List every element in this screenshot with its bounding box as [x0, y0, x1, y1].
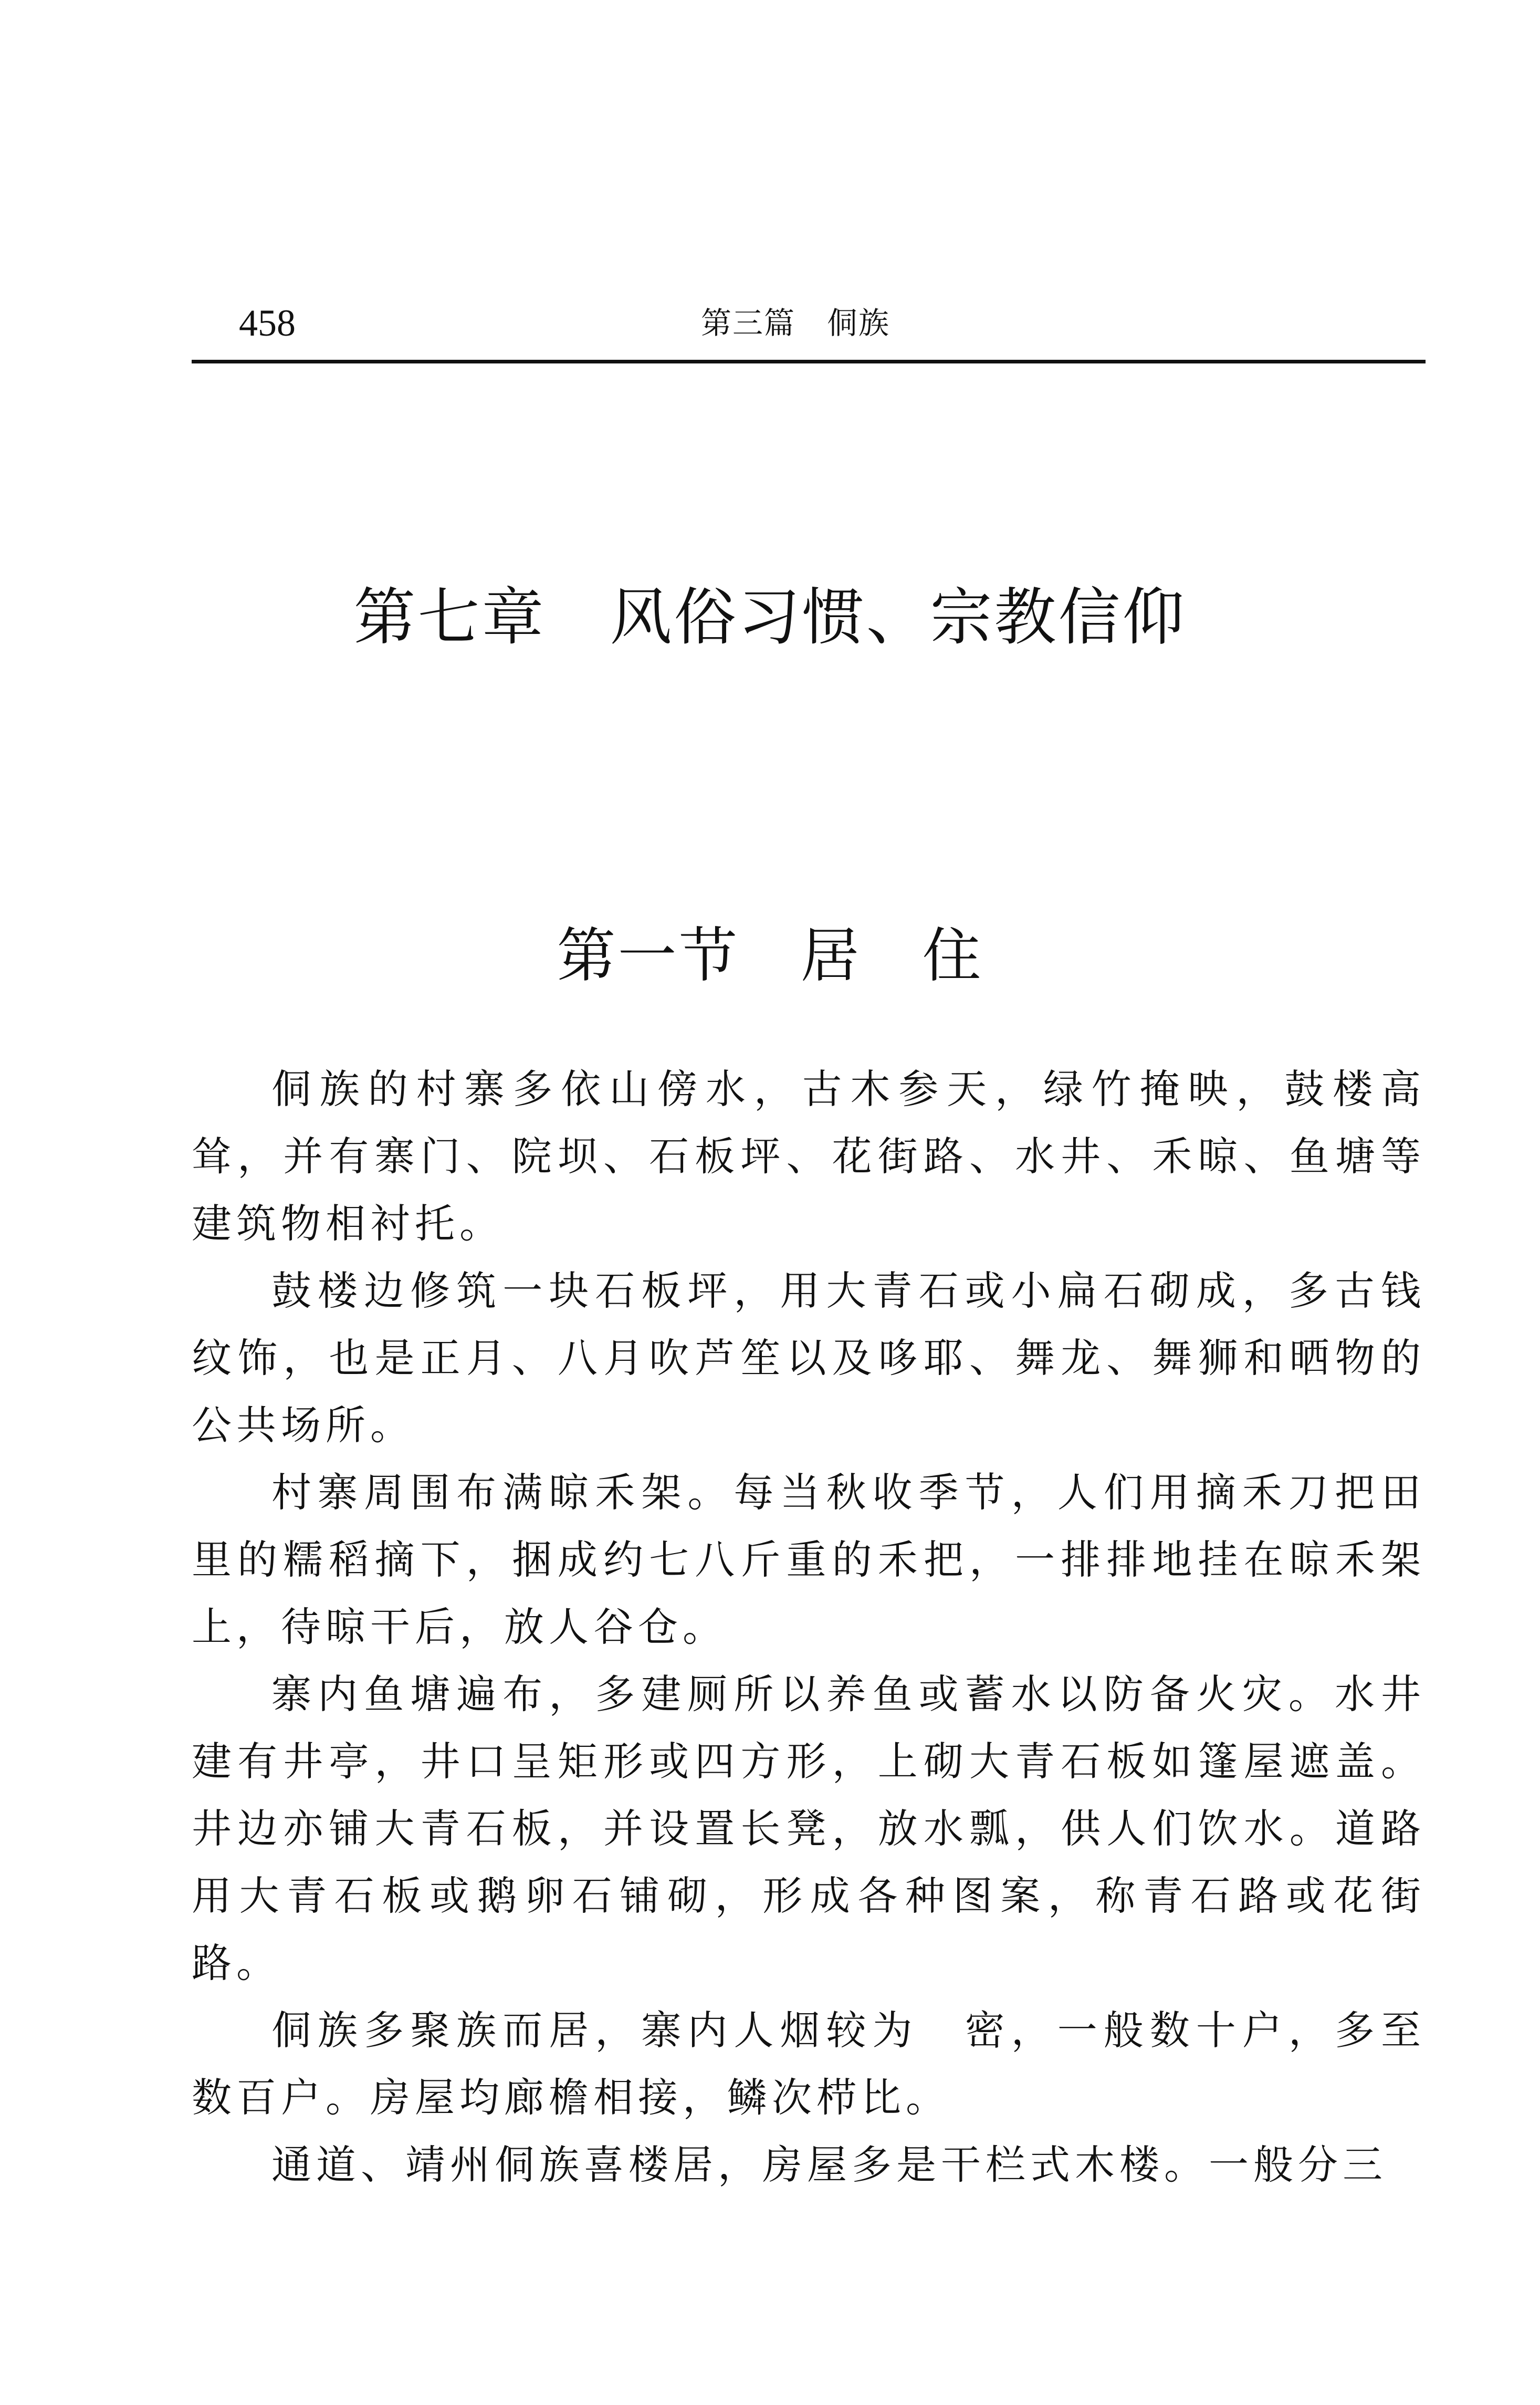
paragraph-stone-square: 鼓楼边修筑一块石板坪，用大青石或小扁石砌成，多古钱纹饰，也是正月、八月吹芦笙以及哆耶、舞龙、舞狮和晒物的公共场所。 [192, 1267, 1426, 1449]
paragraph-ponds-wells-roads: 寨内鱼塘遍布，多建厕所以养鱼或蓄水以防备火灾。水井建有井亭，井口呈矩形或四方形，上砌大青石板如篷屋遮盖。井边亦铺大青石板，并设置长凳，放水瓢，供人们饮水。道路用大青石板或鹅卵石铺砌，形成各种图案，称青石路或花街路。 [192, 1671, 1426, 1986]
paragraph-rice-racks: 村寨周围布满晾禾架。每当秋收季节，人们用摘禾刀把田里的糯稻摘下，捆成约七八斤重的禾把，一排排地挂在晾禾架上，待晾干后，放人谷仓。 [192, 1469, 1426, 1650]
paragraph-stilt-houses: 通道、靖州侗族喜楼居，房屋多是干栏式木楼。一般分三 [271, 2141, 1387, 2188]
running-head [192, 294, 1426, 352]
paragraph-clan-settlement: 侗族多聚族而居，寨内人烟较为 密，一般数十户，多至数百户。房屋均廊檐相接，鳞次栉比。 [192, 2007, 1426, 2121]
chapter-title: 第七章 风俗习惯、宗教信仰 [353, 581, 1187, 653]
body-text [192, 1056, 1426, 2199]
paragraph-village-layout: 侗族的村寨多依山傍水，古木参天，绿竹掩映，鼓楼高耸，并有寨门、院坝、石板坪、花街路、水井、禾晾、鱼塘等建筑物相衬托。 [192, 1066, 1426, 1247]
running-title: 第三篇 侗族 [701, 305, 891, 341]
header-divider [192, 360, 1426, 363]
section-title: 第一节 居 住 [557, 922, 983, 990]
page-number: 458 [239, 302, 296, 344]
